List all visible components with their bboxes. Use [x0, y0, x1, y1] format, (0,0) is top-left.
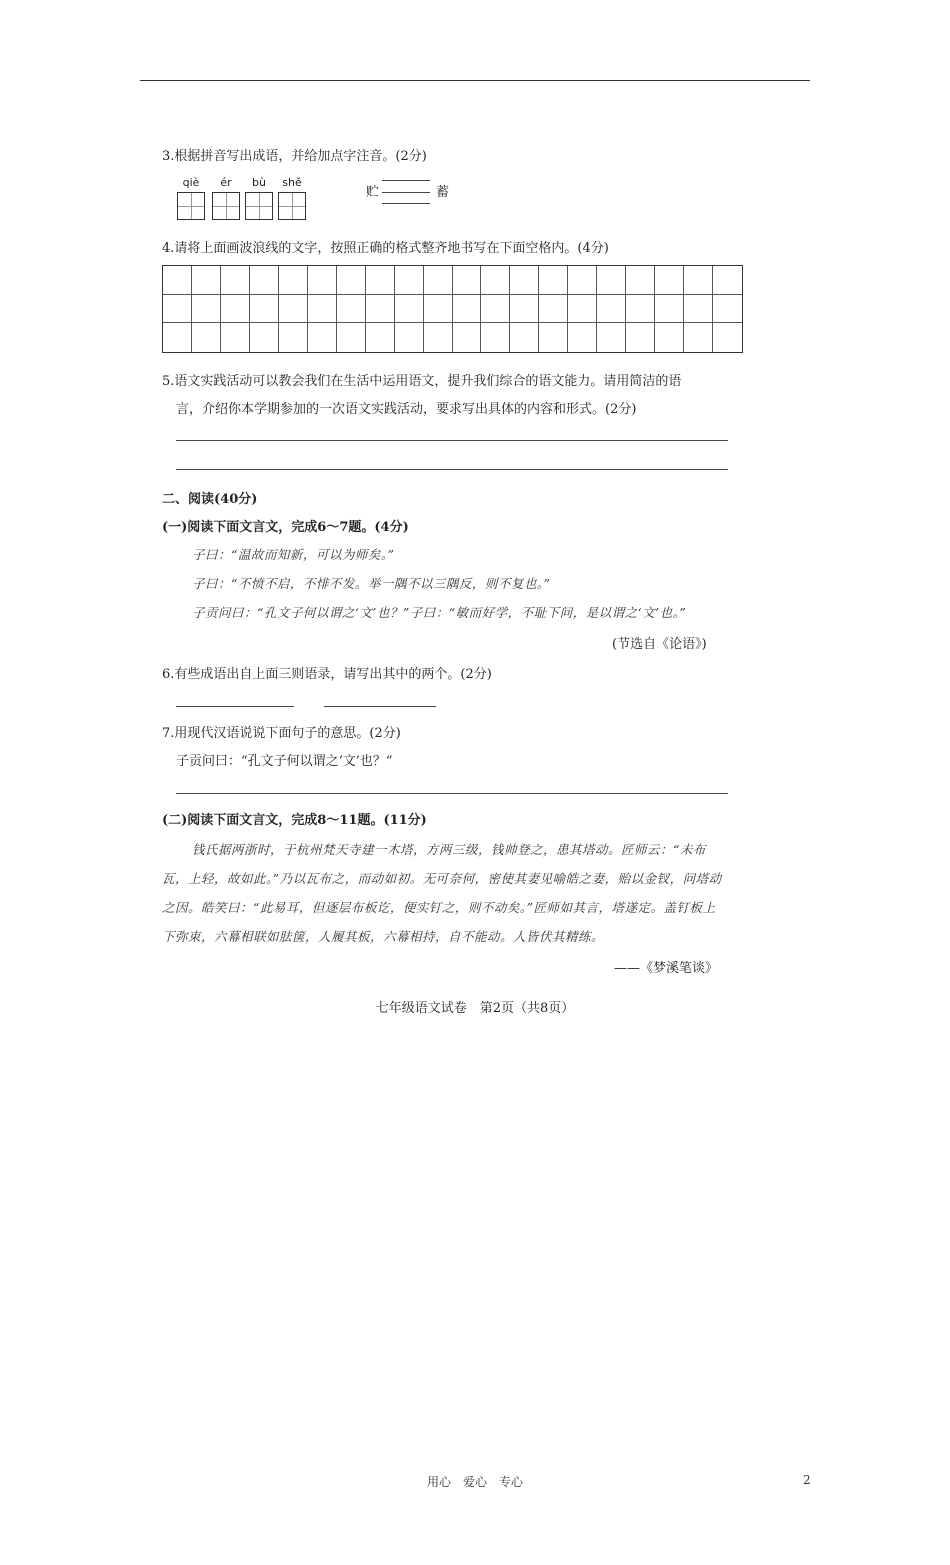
grid-cell[interactable]: [221, 266, 250, 295]
grid-cell[interactable]: [568, 266, 597, 295]
part-1-title: (一)阅读下面文言文，完成6～7题。(4分): [162, 520, 409, 535]
phonetic-blank-line-3[interactable]: [382, 203, 430, 204]
section-2-title: 二、阅读(40分): [162, 492, 258, 507]
footer-slogan: 用心 爱心 专心: [426, 1475, 523, 1489]
grid-cell[interactable]: [684, 295, 713, 324]
grid-cell[interactable]: [481, 266, 510, 295]
question-3-text: 3.根据拼音写出成语，并给加点字注音。(2分): [162, 149, 427, 164]
answer-line-q5-2[interactable]: [176, 469, 728, 470]
grid-cell[interactable]: [655, 295, 684, 324]
grid-cell[interactable]: [453, 323, 482, 352]
phonetic-char-right: 蓄: [436, 185, 450, 200]
grid-cell[interactable]: [453, 266, 482, 295]
grid-cell[interactable]: [250, 266, 279, 295]
grid-cell[interactable]: [453, 295, 482, 324]
grid-cell[interactable]: [424, 266, 453, 295]
lunyu-source: (节选自《论语》): [612, 637, 707, 652]
grid-cell[interactable]: [510, 323, 539, 352]
grid-cell[interactable]: [163, 295, 192, 324]
lunyu-line-2: 子曰：“不愤不启，不悱不发。举一隅不以三隅反，则不复也。”: [192, 576, 551, 591]
phonetic-blank-line-1[interactable]: [382, 180, 430, 181]
grid-cell[interactable]: [597, 266, 626, 295]
grid-cell[interactable]: [684, 266, 713, 295]
question-7-quote: 子贡问曰：“孔文子何以谓之‘文’也？”: [176, 754, 393, 769]
pinyin-3: bù: [252, 176, 266, 189]
grid-cell[interactable]: [481, 295, 510, 324]
question-5-line-1: 5.语文实践活动可以教会我们在生活中运用语文，提升我们综合的语文能力。请用简洁的语: [162, 374, 682, 389]
grid-cell[interactable]: [192, 295, 221, 324]
grid-cell[interactable]: [279, 323, 308, 352]
phonetic-blank-line-2[interactable]: [382, 192, 430, 193]
grid-cell[interactable]: [395, 266, 424, 295]
grid-cell[interactable]: [250, 295, 279, 324]
header-rule: [140, 80, 810, 81]
pinyin-1: qiè: [182, 176, 200, 189]
grid-cell[interactable]: [250, 323, 279, 352]
grid-cell[interactable]: [539, 323, 568, 352]
tian-box-4[interactable]: [278, 192, 306, 220]
grid-cell[interactable]: [279, 266, 308, 295]
pinyin-4: shě: [282, 176, 302, 189]
grid-cell[interactable]: [626, 266, 655, 295]
grid-cell[interactable]: [655, 266, 684, 295]
mengxi-line-1: 钱氏据两浙时，于杭州梵天寺建一木塔，方两三级，钱帅登之，患其塔动。匠师云：“未布: [192, 842, 706, 857]
part-2-title: (二)阅读下面文言文，完成8～11题。(11分): [162, 813, 427, 828]
grid-cell[interactable]: [424, 323, 453, 352]
tian-box-1[interactable]: [177, 192, 205, 220]
grid-cell[interactable]: [192, 323, 221, 352]
grid-cell[interactable]: [395, 323, 424, 352]
grid-cell[interactable]: [366, 323, 395, 352]
grid-cell[interactable]: [395, 295, 424, 324]
grid-cell[interactable]: [539, 266, 568, 295]
grid-cell[interactable]: [366, 295, 395, 324]
grid-cell[interactable]: [597, 323, 626, 352]
grid-cell[interactable]: [684, 323, 713, 352]
grid-cell[interactable]: [308, 323, 337, 352]
grid-cell[interactable]: [337, 323, 366, 352]
grid-cell[interactable]: [424, 295, 453, 324]
grid-cell[interactable]: [337, 266, 366, 295]
grid-cell[interactable]: [163, 323, 192, 352]
grid-cell[interactable]: [192, 266, 221, 295]
grid-cell[interactable]: [221, 323, 250, 352]
grid-cell[interactable]: [568, 295, 597, 324]
answer-line-q5-1[interactable]: [176, 440, 728, 441]
exam-page-footer: 七年级语文试卷 第2页（共8页）: [375, 1001, 575, 1016]
grid-cell[interactable]: [626, 323, 655, 352]
footer-page-number: 2: [803, 1473, 811, 1487]
answer-line-q7[interactable]: [176, 793, 728, 794]
grid-cell[interactable]: [308, 266, 337, 295]
mengxi-line-4: 下弥束，六幕相联如胠箧，人履其板，六幕相持，自不能动。人皆伏其精练。: [162, 929, 605, 944]
answer-line-q6-2[interactable]: [324, 706, 436, 707]
grid-cell[interactable]: [655, 323, 684, 352]
grid-cell[interactable]: [510, 295, 539, 324]
grid-cell[interactable]: [279, 295, 308, 324]
grid-cell[interactable]: [481, 323, 510, 352]
grid-cell[interactable]: [366, 266, 395, 295]
question-4-text: 4.请将上面画波浪线的文字，按照正确的格式整齐地书写在下面空格内。(4分): [162, 241, 609, 256]
pinyin-2: ér: [220, 176, 232, 189]
grid-cell[interactable]: [221, 295, 250, 324]
grid-cell[interactable]: [163, 266, 192, 295]
tian-box-2[interactable]: [212, 192, 240, 220]
question-5-line-2: 言，介绍你本学期参加的一次语文实践活动，要求写出具体的内容和形式。(2分): [176, 402, 637, 417]
grid-cell[interactable]: [510, 266, 539, 295]
grid-cell[interactable]: [568, 323, 597, 352]
grid-cell[interactable]: [597, 295, 626, 324]
answer-line-q6-1[interactable]: [176, 706, 294, 707]
grid-cell[interactable]: [713, 266, 742, 295]
grid-cell[interactable]: [539, 295, 568, 324]
mengxi-line-2: 瓦，上轻，故如此。”乃以瓦布之，而动如初。无可奈何，密使其妻见喻皓之妻，贻以金钗，问塔动: [162, 871, 722, 886]
lunyu-line-3: 子贡问曰：“孔文子何以谓之‘文’也？”子曰：“敏而好学，不耻下问，是以谓之‘文’也。”: [192, 605, 687, 620]
question-7-text: 7.用现代汉语说说下面句子的意思。(2分): [162, 726, 401, 741]
question-6-text: 6.有些成语出自上面三则语录，请写出其中的两个。(2分): [162, 667, 492, 682]
grid-cell[interactable]: [308, 295, 337, 324]
grid-cell[interactable]: [713, 323, 742, 352]
grid-cell[interactable]: [713, 295, 742, 324]
mengxi-line-3: 之因。皓笑曰：“此易耳，但逐层布板讫，便实钉之，则不动矣。”匠师如其言，塔遂定。盖钉板上: [162, 900, 716, 915]
grid-cell[interactable]: [337, 295, 366, 324]
lunyu-line-1: 子曰：“温故而知新，可以为师矣。”: [192, 547, 395, 562]
tian-box-3[interactable]: [245, 192, 273, 220]
writing-grid[interactable]: [162, 265, 743, 353]
grid-cell[interactable]: [626, 295, 655, 324]
mengxi-source: ——《梦溪笔谈》: [614, 961, 719, 976]
phonetic-char-left: 贮: [366, 185, 380, 200]
